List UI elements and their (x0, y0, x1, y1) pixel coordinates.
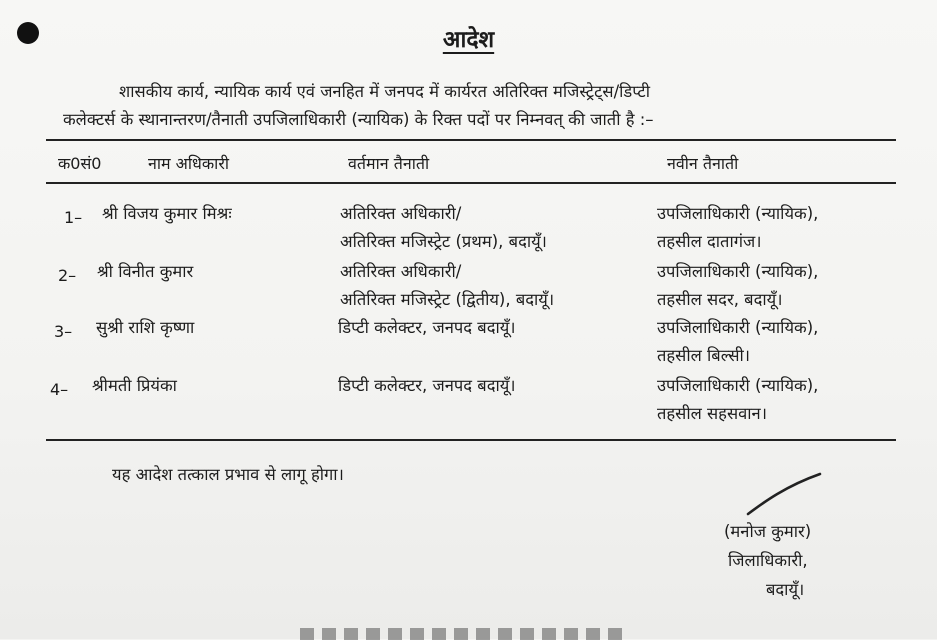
header-bottom-rule (46, 182, 896, 184)
signatory-place: बदायूँ। (766, 580, 805, 599)
row-1-officer-name: श्री विजय कुमार मिश्रः (102, 204, 232, 223)
row-1-number: 1– (64, 208, 83, 227)
signatory-designation: जिलाधिकारी, (728, 551, 808, 570)
header-serial: क0सं0 (58, 154, 102, 173)
row-4-new-posting: उपजिलाधिकारी (न्यायिक), तहसील सहसवान। (657, 376, 819, 423)
table-top-rule (46, 139, 896, 141)
row-2-officer-name: श्री विनीत कुमार (97, 262, 194, 281)
effect-note: यह आदेश तत्काल प्रभाव से लागू होगा। (112, 465, 344, 484)
header-current-posting: वर्तमान तैनाती (348, 154, 430, 173)
row-3-new-posting: उपजिलाधिकारी (न्यायिक), तहसील बिल्सी। (657, 318, 819, 365)
row-1-current-posting: अतिरिक्त अधिकारी/ अतिरिक्त मजिस्ट्रेट (प्रथम), बदायूँ। (340, 204, 547, 251)
row-2-number: 2– (58, 266, 77, 285)
table-bottom-rule (46, 439, 896, 441)
row-4-current-posting: डिप्टी कलेक्टर, जनपद बदायूँ। (338, 376, 516, 395)
row-4-number: 4– (50, 380, 69, 399)
cut-off-text-line (300, 628, 630, 640)
row-2-new-posting: उपजिलाधिकारी (न्यायिक), तहसील सदर, बदायूँ। (657, 262, 819, 309)
row-3-current-posting: डिप्टी कलेक्टर, जनपद बदायूँ। (338, 318, 516, 337)
row-3-number: 3– (54, 322, 73, 341)
row-3-officer-name: सुश्री राशि कृष्णा (96, 318, 195, 337)
row-4-officer-name: श्रीमती प्रियंका (92, 376, 177, 395)
header-name: नाम अधिकारी (148, 154, 230, 173)
intro-paragraph (63, 78, 897, 134)
intro-line-1: शासकीय कार्य, न्यायिक कार्य एवं जनहित में जनपद में कार्यरत अतिरिक्त मजिस्ट्रेट्स/डिप्टी (119, 82, 650, 101)
signatory-name: (मनोज कुमार) (724, 522, 812, 541)
header-new-posting: नवीन तैनाती (667, 154, 739, 173)
handwritten-signature-mark (744, 468, 824, 518)
intro-line-2: कलेक्टर्स के स्थानान्तरण/तैनाती उपजिलाधिकारी (न्यायिक) के रिक्त पदों पर निम्नवत् की जाती है :– (63, 110, 654, 129)
row-2-current-posting: अतिरिक्त अधिकारी/ अतिरिक्त मजिस्ट्रेट (द्वितीय), बदायूँ। (340, 262, 555, 309)
order-title: आदेश (442, 27, 495, 53)
signatory-block (724, 517, 811, 604)
row-1-new-posting: उपजिलाधिकारी (न्यायिक), तहसील दातागंज। (657, 204, 819, 251)
